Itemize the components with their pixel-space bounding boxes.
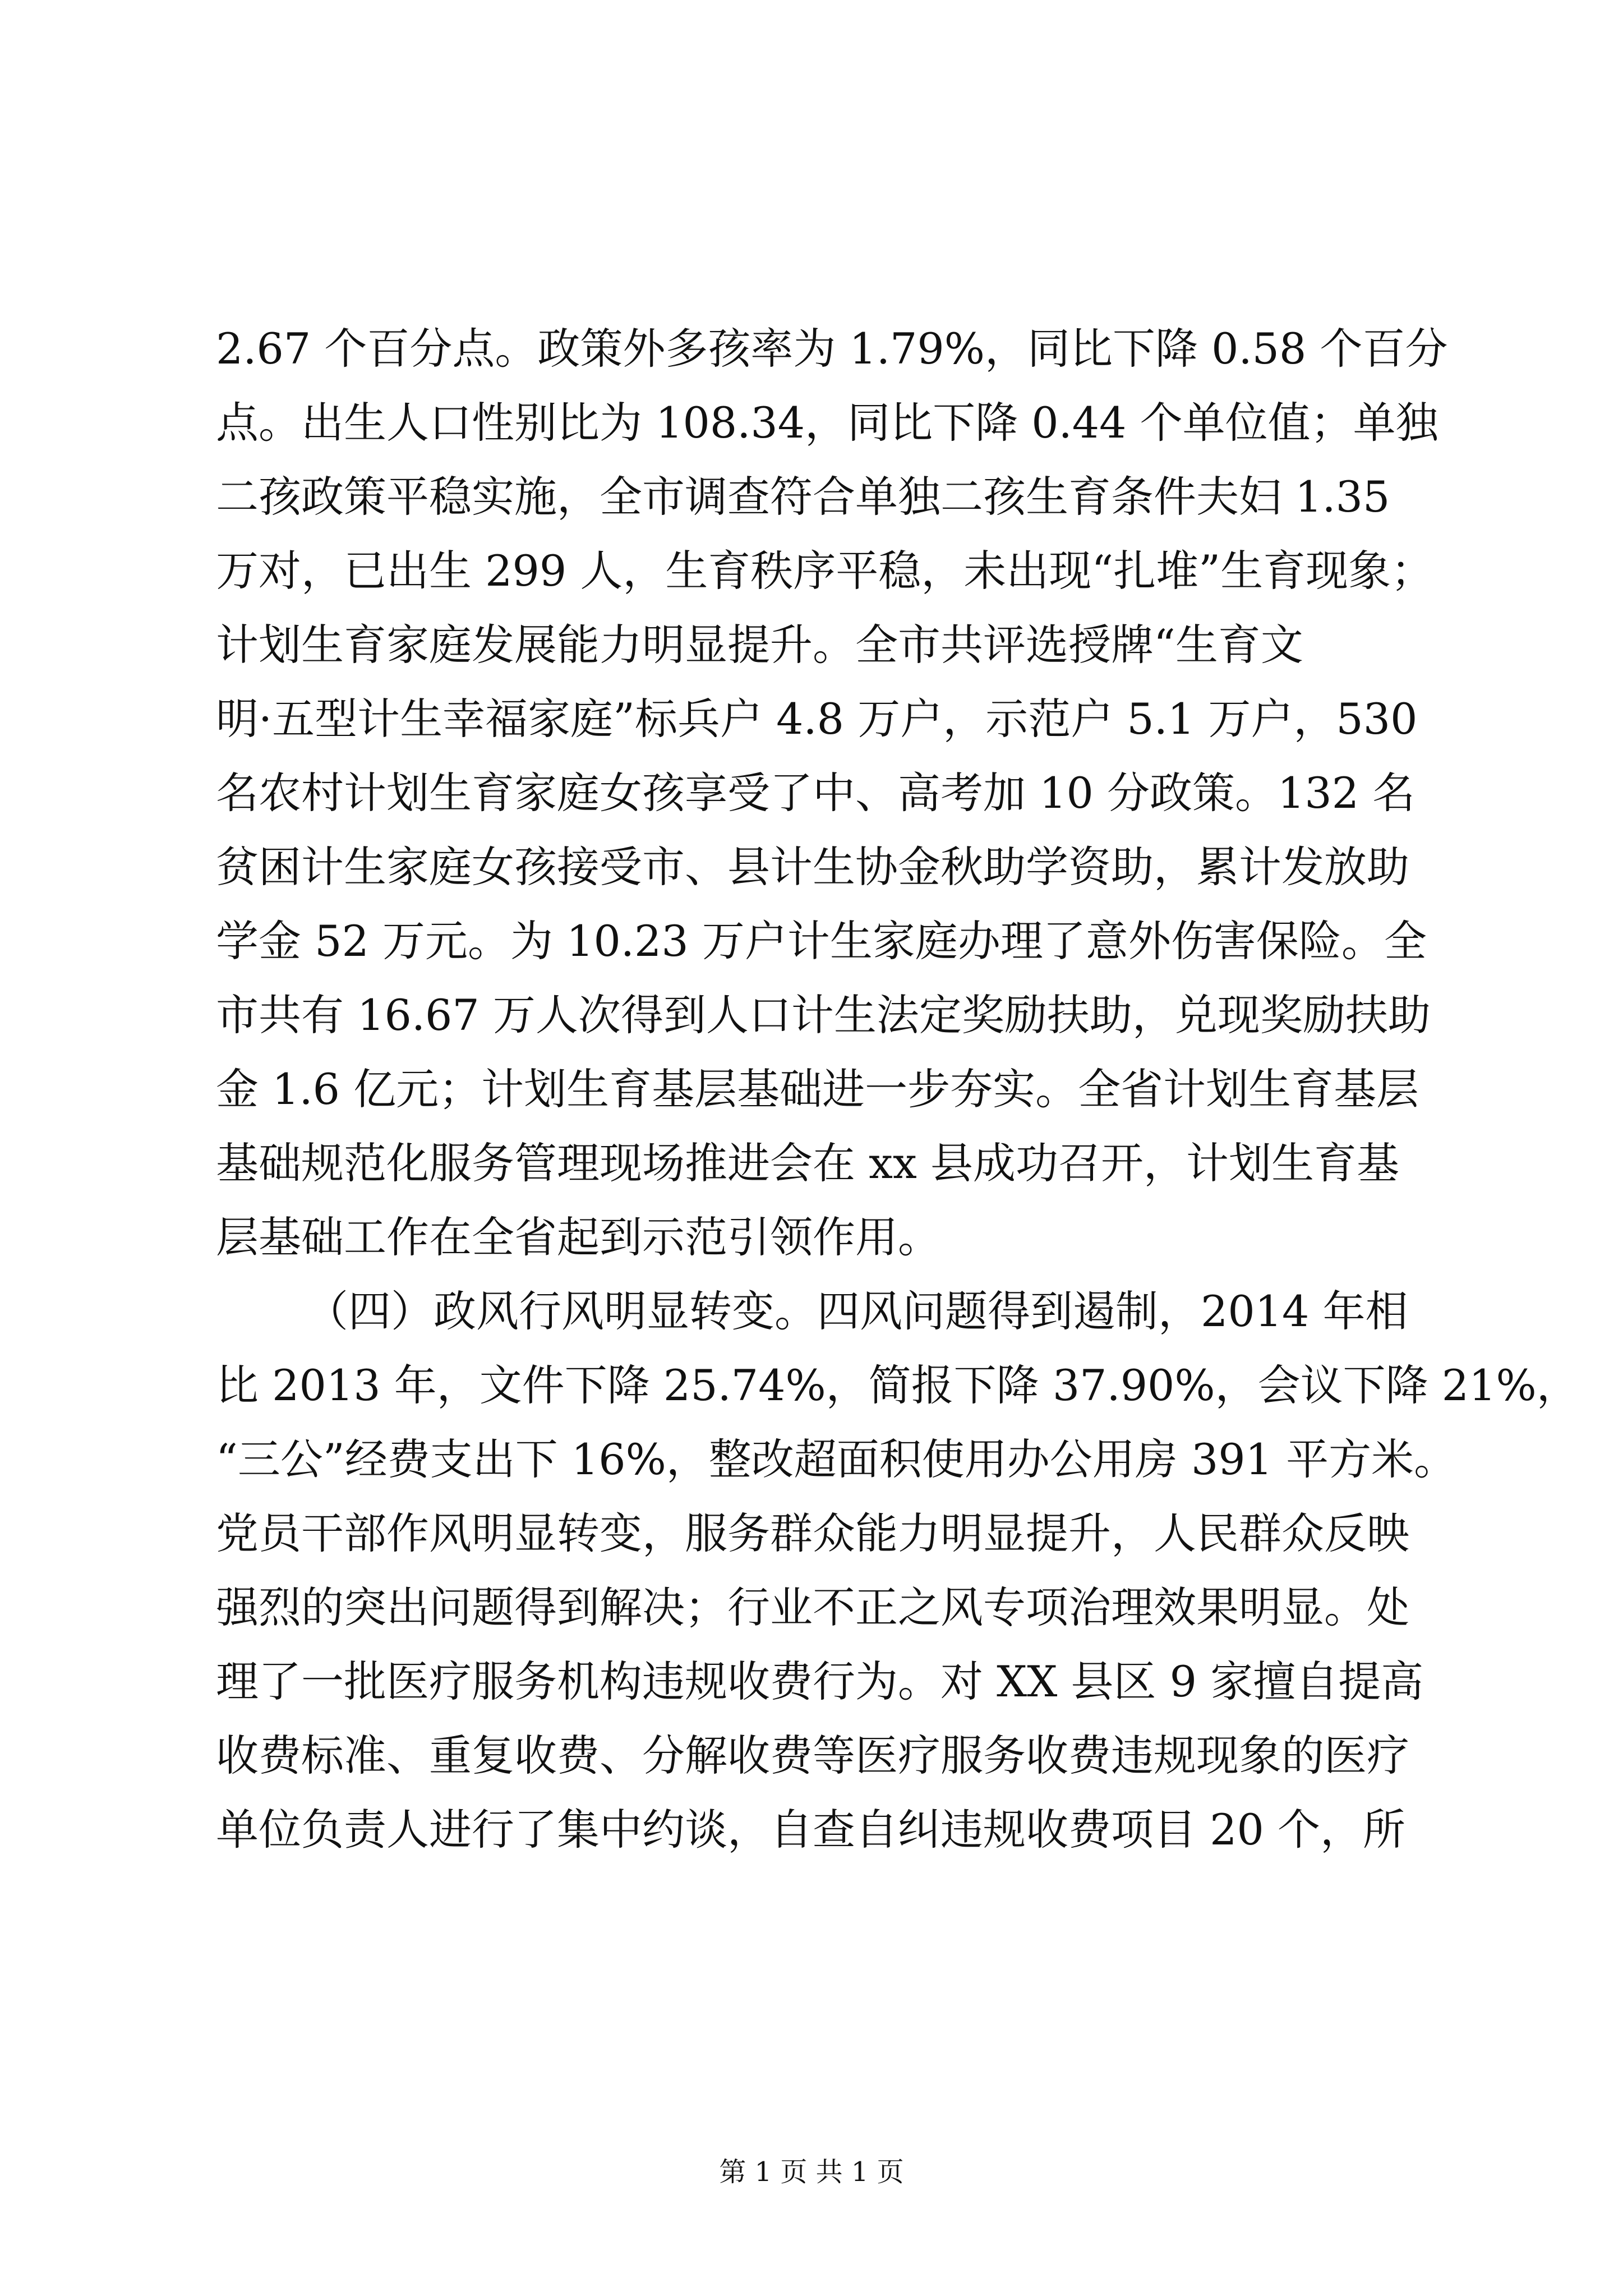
text-line-5: 计划生育家庭发展能力明显提升。全市共评选授牌“生育文 [216, 620, 1303, 670]
text-line-6: 明·五型计生幸福家庭”标兵户 4.8 万户，示范户 5.1 万户，530 [216, 694, 1418, 744]
text-line-9: 学金 52 万元。为 10.23 万户计生家庭办理了意外伤害保险。全 [216, 916, 1427, 966]
text-line-18: 强烈的突出问题得到解决；行业不正之风专项治理效果明显。处 [216, 1582, 1409, 1632]
text-line-10: 市共有 16.67 万人次得到人口计生法定奖励扶助，兑现奖励扶助 [216, 990, 1431, 1040]
text-line-12: 基础规范化服务管理现场推进会在 xx 县成功召开，计划生育基 [216, 1138, 1400, 1188]
text-line-3: 二孩政策平稳实施，全市调查符合单独二孩生育条件夫妇 1.35 [216, 472, 1390, 522]
text-line-15: 比 2013 年，文件下降 25.74%，简报下降 37.90%，会议下降 21%， [216, 1360, 1579, 1410]
text-line-19: 理了一批医疗服务机构违规收费行为。对 XX 县区 9 家擅自提高 [216, 1657, 1424, 1706]
text-line-2: 点。出生人口性别比为 108.34，同比下降 0.44 个单位值；单独 [216, 398, 1438, 448]
text-line-16: “三公”经费支出下 16%，整改超面积使用办公用房 391 平方米。 [216, 1434, 1457, 1484]
page-footer [0, 2154, 1623, 2190]
text-line-21: 单位负责人进行了集中约谈，自查自纠违规收费项目 20 个，所 [216, 1805, 1406, 1855]
text-line-1: 2.67 个百分点。政策外多孩率为 1.79%，同比下降 0.58 个百分 [216, 324, 1448, 374]
text-line-20: 收费标准、重复收费、分解收费等医疗服务收费违规现象的医疗 [216, 1731, 1409, 1780]
page-number-label: 第 1 页 共 1 页 [719, 2156, 904, 2188]
text-line-4: 万对，已出生 299 人，生育秩序平稳，未出现“扎堆”生育现象； [216, 546, 1434, 596]
text-line-11: 金 1.6 亿元；计划生育基层基础进一步夯实。全省计划生育基层 [216, 1064, 1419, 1114]
text-line-7: 名农村计划生育家庭女孩享受了中、高考加 10 分政策。132 名 [216, 768, 1415, 818]
text-line-17: 党员干部作风明显转变，服务群众能力明显提升，人民群众反映 [216, 1508, 1409, 1558]
text-line-13: 层基础工作在全省起到示范引领作用。 [216, 1212, 940, 1262]
text-line-8: 贫困计生家庭女孩接受市、县计生协金秋助学资助，累计发放助 [216, 842, 1409, 892]
text-line-14: （四）政风行风明显转变。四风问题得到遏制，2014 年相 [306, 1286, 1408, 1336]
